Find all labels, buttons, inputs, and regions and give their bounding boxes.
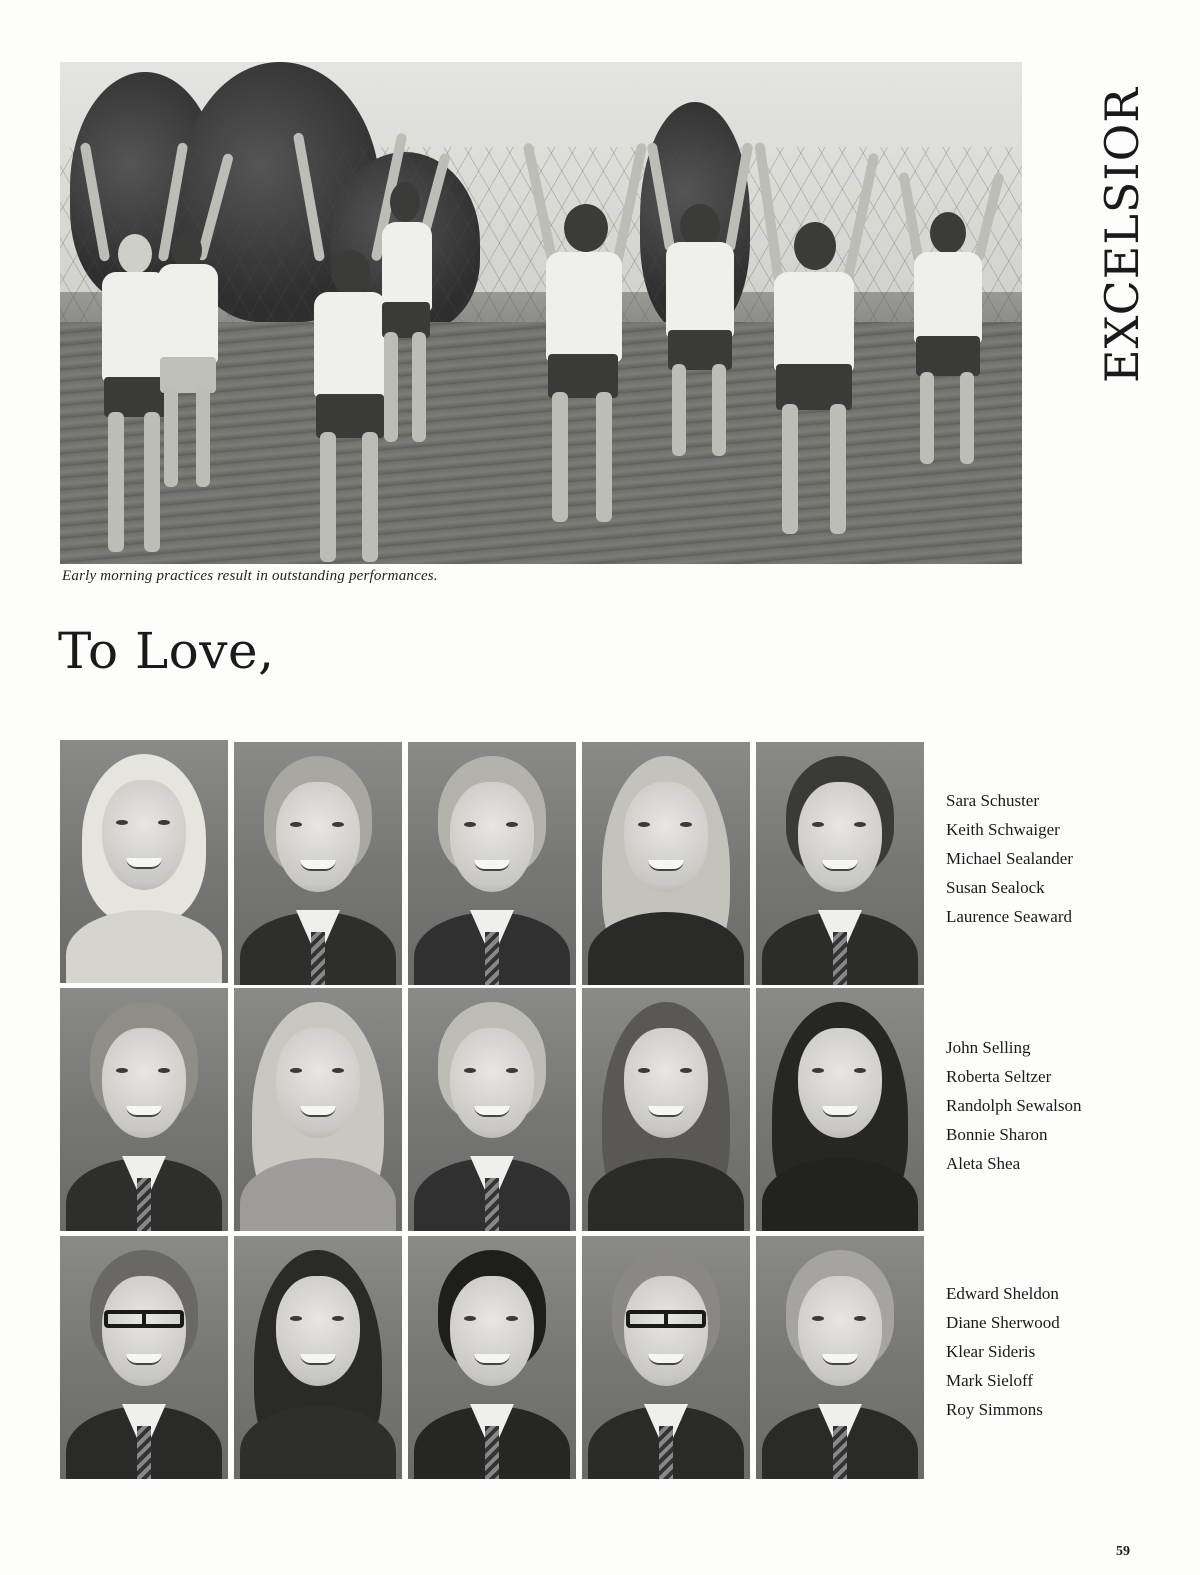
student-portrait: [234, 1236, 402, 1479]
student-name: Klear Sideris: [946, 1342, 1036, 1361]
student-name: Keith Schwaiger: [946, 820, 1060, 839]
student-name: Edward Sheldon: [946, 1284, 1059, 1303]
student-portrait: [408, 1236, 576, 1479]
student-name: Aleta Shea: [946, 1154, 1021, 1173]
student-portrait: [60, 740, 228, 983]
student-name: John Selling: [946, 1038, 1031, 1057]
student-name: Randolph Sewalson: [946, 1096, 1082, 1115]
student-portrait: [234, 742, 402, 985]
student-name: Susan Sealock: [946, 878, 1045, 897]
student-portrait: [408, 988, 576, 1231]
student-portrait: [234, 988, 402, 1231]
eyeglasses: [626, 1310, 706, 1328]
student-portrait: [582, 1236, 750, 1479]
section-headline: To Love,: [58, 622, 275, 680]
student-portrait: [756, 742, 924, 985]
cheer-practice-photo: [60, 62, 1022, 564]
cheerleader-figure: [150, 152, 230, 492]
student-name: Laurence Seaward: [946, 907, 1073, 926]
student-name: Roberta Seltzer: [946, 1067, 1052, 1086]
name-list-row-1: [946, 786, 1073, 931]
student-portrait: [756, 1236, 924, 1479]
name-list-row-2: [946, 1033, 1082, 1178]
eyeglasses: [104, 1310, 184, 1328]
student-name: Diane Sherwood: [946, 1313, 1060, 1332]
student-name: Roy Simmons: [946, 1400, 1043, 1419]
side-title: [1092, 60, 1152, 410]
page-number: 59: [1116, 1544, 1130, 1559]
student-name: Michael Sealander: [946, 849, 1073, 868]
student-portrait: [60, 1236, 228, 1479]
student-name: Bonnie Sharon: [946, 1125, 1048, 1144]
photo-caption: Early morning practices result in outstanding performances.: [62, 568, 438, 584]
student-name: Sara Schuster: [946, 791, 1040, 810]
cheerleader-figure: [530, 142, 640, 532]
student-portrait: [582, 742, 750, 985]
cheerleader-figure: [650, 142, 750, 462]
student-name: Mark Sieloff: [946, 1371, 1034, 1390]
cheerleader-figure: [900, 172, 1000, 472]
side-title-text: EXCELSIOR: [1095, 87, 1149, 383]
cheerleader-figure: [370, 152, 450, 452]
student-portrait: [582, 988, 750, 1231]
cheerleader-figure: [760, 142, 870, 542]
student-portrait: [756, 988, 924, 1231]
portrait-grid: [60, 740, 928, 1485]
student-portrait: [60, 988, 228, 1231]
name-list-row-3: [946, 1279, 1060, 1424]
student-portrait: [408, 742, 576, 985]
